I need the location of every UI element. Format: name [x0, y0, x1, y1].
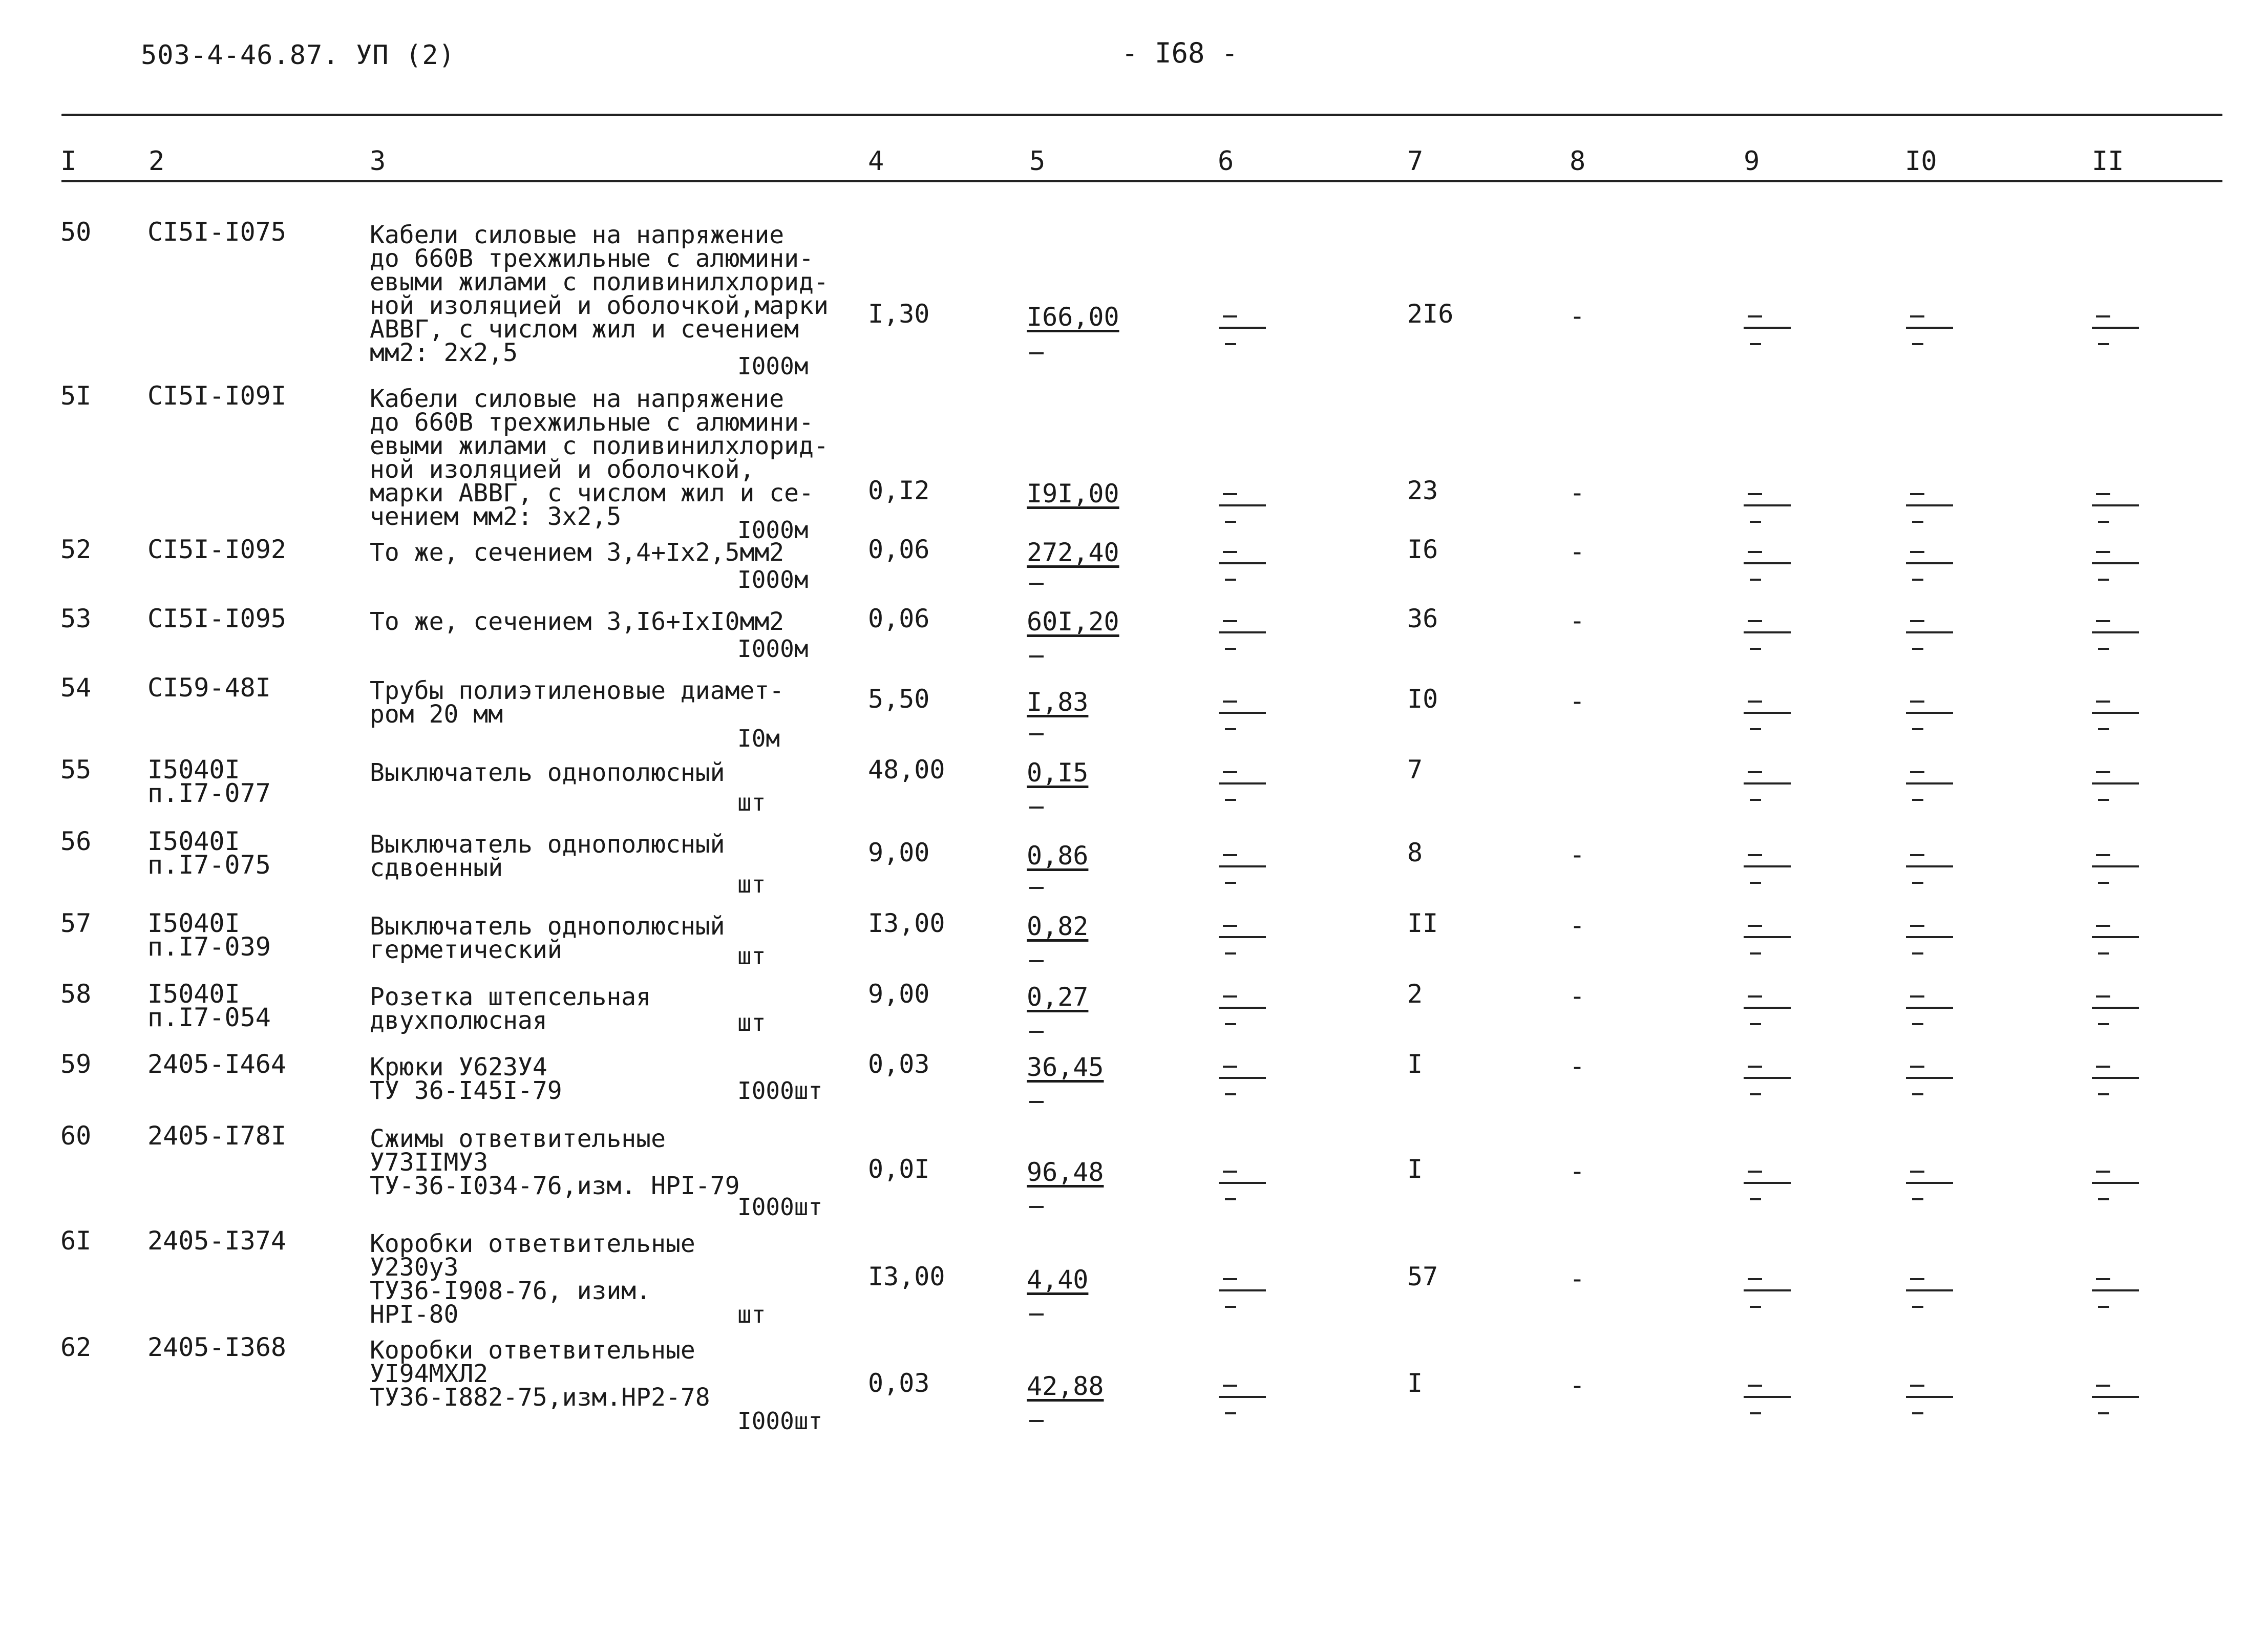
row-col7: I0 [1407, 684, 1438, 714]
row-quantity: 0,06 [868, 535, 930, 564]
column-header: I [60, 146, 77, 177]
row-col8: - [1570, 1264, 1585, 1293]
row-number: 57 [60, 908, 92, 938]
dash-mark [1219, 489, 1275, 530]
row-number: 62 [60, 1332, 92, 1362]
price-dash [1029, 733, 1044, 735]
row-description: Крюки У623У4 ТУ 36-I45I-79 [370, 1053, 562, 1105]
row-number: 50 [60, 217, 92, 247]
row-description: То же, сечением 3,I6+IхI0мм2 [370, 607, 785, 636]
row-unit: I000м [737, 516, 809, 544]
row-price: 60I,20 [1027, 607, 1119, 637]
row-price: 4,40 [1027, 1265, 1089, 1295]
row-code: I5040I п.I7-039 [147, 908, 271, 962]
row-col8: - [1570, 1370, 1585, 1400]
row-quantity: 9,00 [868, 979, 930, 1009]
dash-mark [1906, 921, 1962, 962]
dash-mark [2092, 547, 2148, 588]
column-header: 8 [1570, 146, 1586, 177]
dash-mark [2092, 1062, 2148, 1102]
row-col7: I6 [1407, 535, 1438, 564]
row-quantity: 0,I2 [868, 476, 930, 505]
row-code: 2405-I374 [147, 1226, 286, 1256]
row-unit: шт [737, 789, 766, 816]
dash-mark [1906, 489, 1962, 530]
dash-mark [2092, 311, 2148, 352]
row-unit: I000м [737, 635, 809, 663]
document-code: 503-4-46.87. УП (2) [141, 40, 455, 71]
price-dash [1029, 887, 1044, 889]
column-header: 5 [1029, 146, 1046, 177]
dash-mark [1744, 311, 1800, 352]
row-code: CI5I-I075 [147, 217, 286, 247]
row-unit: I000м [737, 352, 809, 380]
dash-mark [1906, 991, 1962, 1032]
column-header: 3 [370, 146, 386, 177]
dash-mark [1219, 1274, 1275, 1315]
row-quantity: 9,00 [868, 838, 930, 867]
dash-mark [1219, 1062, 1275, 1102]
row-col7: 7 [1407, 755, 1423, 784]
row-col7: 2 [1407, 979, 1423, 1009]
row-quantity: 0,06 [868, 604, 930, 633]
row-number: 60 [60, 1121, 92, 1151]
row-col8: - [1570, 1156, 1585, 1186]
row-quantity: I3,00 [868, 1262, 945, 1291]
row-code: I5040I п.I7-075 [147, 826, 271, 880]
row-code: 2405-I464 [147, 1049, 286, 1079]
row-col7: I [1407, 1154, 1423, 1184]
dash-mark [1906, 767, 1962, 808]
row-number: 6I [60, 1226, 92, 1256]
price-dash [1029, 1420, 1044, 1422]
row-description: Выключатель однополюсный сдвоенный [370, 830, 725, 882]
row-price: 272,40 [1027, 538, 1119, 567]
dash-mark [2092, 921, 2148, 962]
row-quantity: 0,03 [868, 1368, 930, 1398]
dash-mark [2092, 489, 2148, 530]
row-quantity: 48,00 [868, 755, 945, 784]
row-code: 2405-I78I [147, 1121, 286, 1151]
dash-mark [1744, 1381, 1800, 1422]
column-header: II [2092, 146, 2124, 177]
dash-mark [1744, 1167, 1800, 1207]
row-unit: I000шт [737, 1407, 823, 1435]
row-col8: - [1570, 301, 1585, 331]
row-description: Выключатель однополюсный [370, 758, 725, 787]
row-unit: шт [737, 1009, 766, 1036]
row-col8: - [1570, 981, 1585, 1011]
row-quantity: 0,03 [868, 1049, 930, 1079]
row-col7: 8 [1407, 838, 1423, 867]
dash-mark [1219, 696, 1275, 737]
row-description: Розетка штепсельная двухполюсная [370, 983, 651, 1035]
row-unit: I0м [737, 725, 780, 752]
row-description: Кабели силовые на напряжение до 660В трехжильные с алюмини- евыми жилами с поливинилхлорид- ной изоляцией и оболочкой, марки АВВГ, с числом жил и се- чением мм2: 3х2,5 [370, 385, 829, 531]
dash-mark [1219, 616, 1275, 657]
dash-mark [1906, 616, 1962, 657]
row-number: 58 [60, 979, 92, 1009]
dash-mark [1219, 311, 1275, 352]
row-unit: шт [737, 942, 766, 970]
dash-mark [1744, 1062, 1800, 1102]
price-dash [1029, 807, 1044, 809]
page-number: - I68 - [1121, 37, 1238, 69]
dash-mark [1744, 547, 1800, 588]
row-unit: I000шт [737, 1077, 823, 1105]
row-number: 53 [60, 604, 92, 633]
dash-mark [2092, 616, 2148, 657]
dash-mark [2092, 1167, 2148, 1207]
row-quantity: I,30 [868, 299, 930, 329]
row-description: Кабели силовые на напряжение до 660В трехжильные с алюмини- евыми жилами с поливинилхлорид- ной изоляцией и оболочкой,марки АВВГ, с числом жил и сечением мм2: 2х2,5 [370, 221, 829, 367]
row-number: 52 [60, 535, 92, 564]
row-price: 0,86 [1027, 841, 1089, 871]
column-header: 7 [1407, 146, 1424, 177]
row-price: I66,00 [1027, 302, 1119, 332]
dash-mark [1744, 991, 1800, 1032]
row-quantity: I3,00 [868, 908, 945, 938]
row-unit: I000м [737, 566, 809, 593]
row-price: 0,27 [1027, 982, 1089, 1012]
dash-mark [1219, 767, 1275, 808]
row-description: Сжимы ответвительные У73IIМУ3 ТУ-36-I034-76,изм. НРI-79 [370, 1125, 740, 1200]
row-description: Выключатель однополюсный герметический [370, 912, 725, 964]
dash-mark [1744, 767, 1800, 808]
row-unit: шт [737, 1301, 766, 1328]
dash-mark [1906, 547, 1962, 588]
header-rule [61, 180, 2222, 182]
row-col7: II [1407, 908, 1438, 938]
dash-mark [1744, 616, 1800, 657]
dash-mark [1906, 1062, 1962, 1102]
row-price: 0,82 [1027, 911, 1089, 941]
row-col8: - [1570, 910, 1585, 940]
dash-mark [1906, 696, 1962, 737]
column-header: 4 [868, 146, 884, 177]
price-dash [1029, 1313, 1044, 1316]
dash-mark [2092, 1381, 2148, 1422]
row-unit: шт [737, 871, 766, 898]
dash-mark [1906, 1381, 1962, 1422]
dash-mark [1219, 991, 1275, 1032]
row-price: 42,88 [1027, 1371, 1104, 1401]
column-header: 2 [149, 146, 165, 177]
price-dash [1029, 1206, 1044, 1208]
column-header: I0 [1905, 146, 1937, 177]
dash-mark [2092, 767, 2148, 808]
row-price: I9I,00 [1027, 479, 1119, 508]
row-quantity: 0,0I [868, 1154, 930, 1184]
dash-mark [1744, 850, 1800, 891]
dash-mark [1906, 850, 1962, 891]
row-description: Коробки ответвительные УI94МХЛ2 ТУ36-I882-75,изм.НР2-78 [370, 1336, 710, 1412]
price-dash [1029, 960, 1044, 962]
row-quantity: 5,50 [868, 684, 930, 714]
price-dash [1029, 1031, 1044, 1033]
top-rule [61, 114, 2222, 116]
row-col8: - [1570, 840, 1585, 869]
row-col7: 2I6 [1407, 299, 1454, 329]
column-header: 9 [1744, 146, 1760, 177]
dash-mark [1744, 1274, 1800, 1315]
dash-mark [1219, 1167, 1275, 1207]
row-code: CI59-48I [147, 673, 271, 703]
price-dash [1029, 1101, 1044, 1103]
dash-mark [1744, 921, 1800, 962]
dash-mark [1906, 1274, 1962, 1315]
row-number: 5I [60, 381, 92, 411]
row-code: 2405-I368 [147, 1332, 286, 1362]
row-col7: 23 [1407, 476, 1438, 505]
row-col7: I [1407, 1049, 1423, 1079]
price-dash [1029, 583, 1044, 585]
row-col8: - [1570, 537, 1585, 566]
row-description: Трубы полиэтиленовые диамет- ром 20 мм [370, 676, 785, 729]
row-number: 59 [60, 1049, 92, 1079]
row-code: CI5I-I09I [147, 381, 286, 411]
row-number: 56 [60, 826, 92, 856]
row-col7: 57 [1407, 1262, 1438, 1291]
row-col8: - [1570, 606, 1585, 635]
dash-mark [2092, 850, 2148, 891]
price-dash [1029, 655, 1044, 658]
row-number: 54 [60, 673, 92, 703]
row-code: I5040I п.I7-054 [147, 979, 271, 1032]
row-unit: I000шт [737, 1193, 823, 1221]
dash-mark [2092, 696, 2148, 737]
row-col8: - [1570, 478, 1585, 507]
row-col7: I [1407, 1368, 1423, 1398]
row-price: 96,48 [1027, 1157, 1104, 1187]
dash-mark [1744, 696, 1800, 737]
row-col8: - [1570, 1051, 1585, 1081]
row-description: Коробки ответвительные У230у3 ТУ36-I908-76, изим. НРI-80 [370, 1229, 695, 1329]
dash-mark [2092, 991, 2148, 1032]
column-header: 6 [1218, 146, 1234, 177]
dash-mark [1219, 850, 1275, 891]
row-description: То же, сечением 3,4+Iх2,5мм2 [370, 538, 785, 567]
dash-mark [1219, 1381, 1275, 1422]
row-code: CI5I-I095 [147, 604, 286, 633]
row-col8: - [1570, 686, 1585, 716]
row-col7: 36 [1407, 604, 1438, 633]
dash-mark [1219, 547, 1275, 588]
row-number: 55 [60, 755, 92, 784]
row-price: I,83 [1027, 687, 1089, 717]
row-code: I5040I п.I7-077 [147, 755, 271, 808]
dash-mark [1906, 311, 1962, 352]
row-price: 36,45 [1027, 1052, 1104, 1082]
row-price: 0,I5 [1027, 758, 1089, 788]
row-code: CI5I-I092 [147, 535, 286, 564]
dash-mark [1744, 489, 1800, 530]
dash-mark [2092, 1274, 2148, 1315]
dash-mark [1906, 1167, 1962, 1207]
dash-mark [1219, 921, 1275, 962]
price-dash [1029, 352, 1044, 354]
